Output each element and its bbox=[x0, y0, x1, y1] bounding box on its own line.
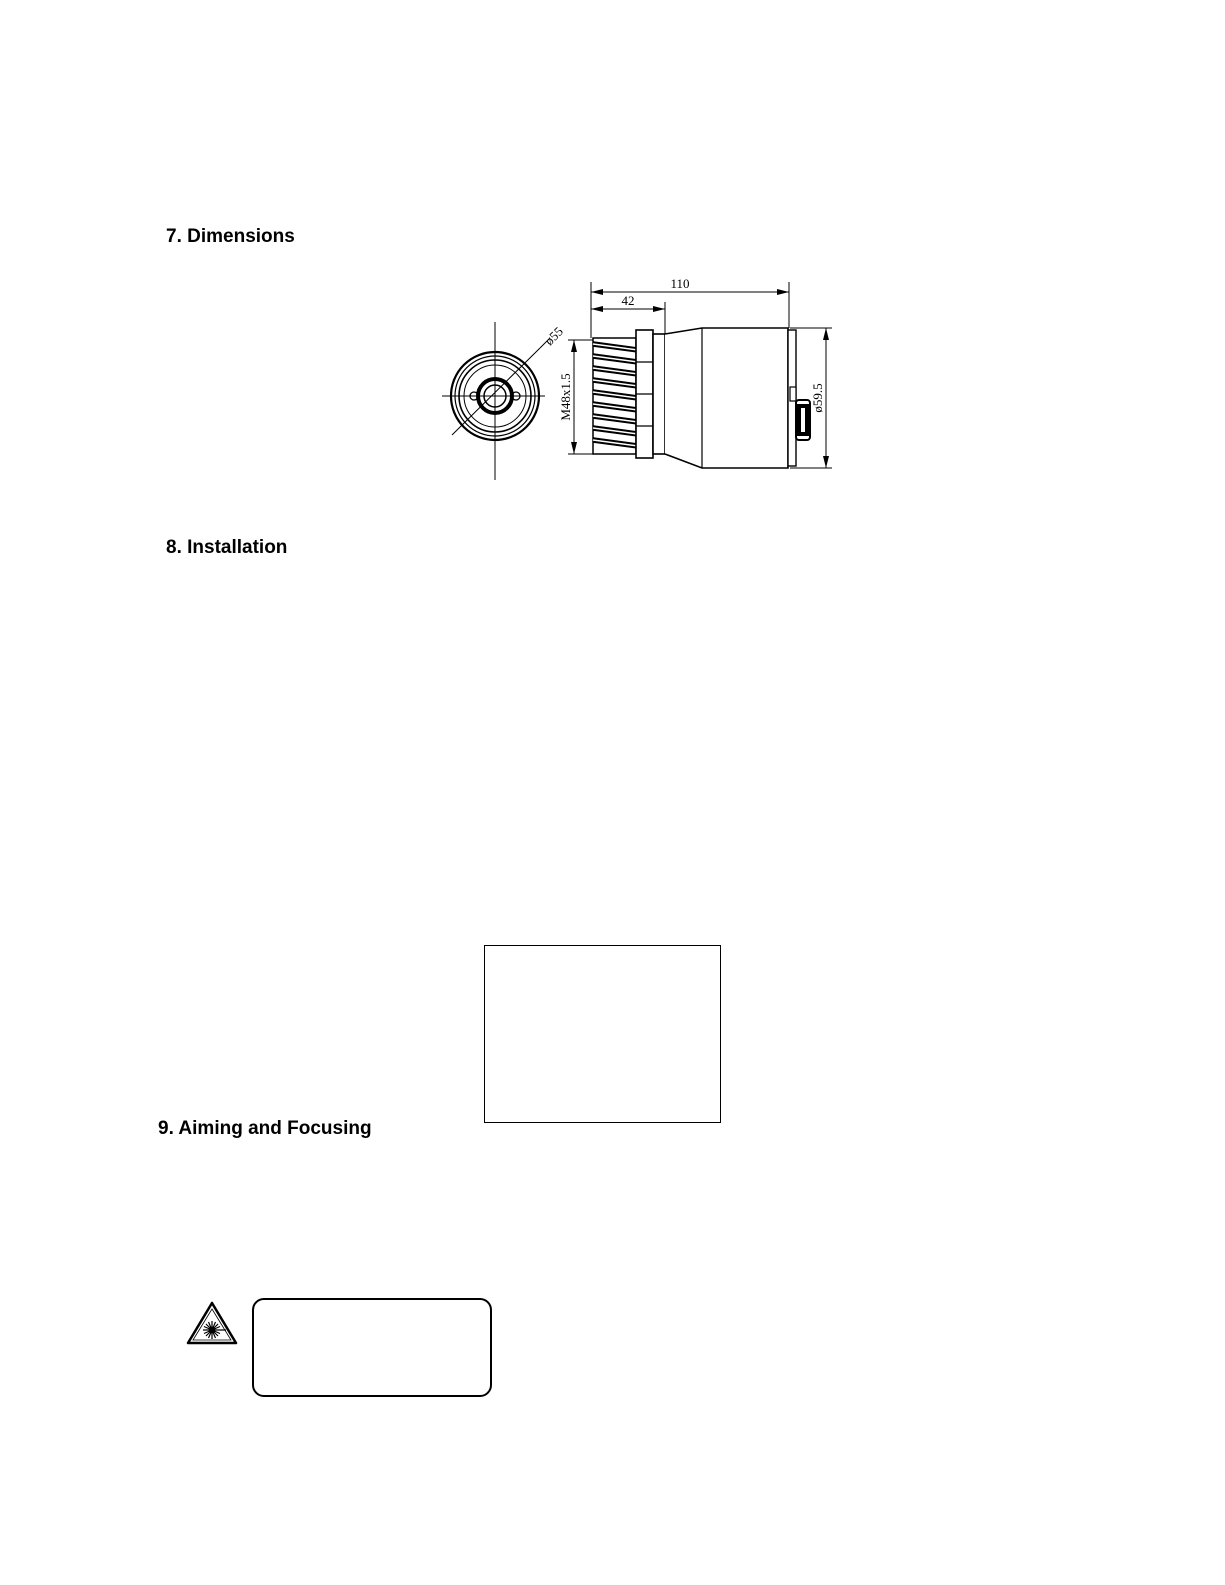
laser-warning-icon bbox=[186, 1301, 238, 1345]
section-heading-aiming-focusing: 9. Aiming and Focusing bbox=[158, 1118, 372, 1139]
section-heading-installation: 8. Installation bbox=[166, 537, 288, 558]
front-view bbox=[442, 322, 550, 480]
thread-length-label: 42 bbox=[621, 293, 635, 308]
diameter-leader-line bbox=[452, 348, 540, 435]
total-length-label: 110 bbox=[670, 276, 690, 291]
side-view bbox=[568, 282, 832, 468]
laser-warning-box bbox=[252, 1298, 492, 1397]
body-diameter-label: ø59.5 bbox=[810, 383, 825, 413]
thread-spec-label: M48x1.5 bbox=[558, 373, 573, 421]
image-placeholder-frame bbox=[484, 945, 721, 1123]
section-heading-dimensions: 7. Dimensions bbox=[166, 226, 295, 247]
flange-diameter-label: ø55 bbox=[541, 323, 566, 349]
dimension-drawing bbox=[440, 270, 840, 485]
